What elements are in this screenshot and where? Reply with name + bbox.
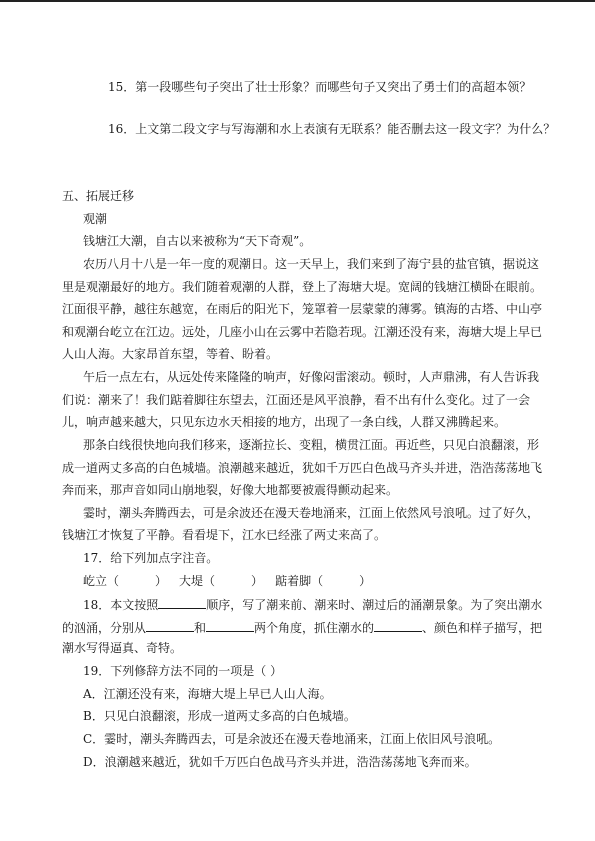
passage-line: 奔而来，那声音如同山崩地裂，好像大地都要被震得颤动起来。 bbox=[62, 483, 399, 497]
passage-line: 们说：潮来了！我们踮着脚往东望去，江面还是风平浪静，看不出有什么变化。过了一会 bbox=[62, 393, 531, 407]
fill-blank[interactable] bbox=[146, 619, 194, 632]
pinyin-item-2: 大堤（ ） bbox=[179, 574, 264, 588]
passage-title: 观潮 bbox=[83, 212, 108, 226]
fill-blank[interactable] bbox=[374, 619, 422, 632]
question-17-items bbox=[83, 574, 371, 588]
passage-line: 午后一点左右，从远处传来隆隆的响声，好像闷雷滚动。顿时，人声鼎沸，有人告诉我 bbox=[83, 370, 540, 384]
passage-line: 人山人海。大家昂首东望，等着、盼着。 bbox=[62, 347, 279, 361]
option-c: C．霎时，潮头奔腾西去，可是余波还在漫天卷地涌来，江面上依旧风号浪吼。 bbox=[83, 732, 501, 746]
question-19-stem: 19．下列修辞方法不同的一项是（ ） bbox=[83, 664, 283, 678]
passage-line: 那条白线很快地向我们移来，逐渐拉长、变粗，横贯江面。再近些，只见白浪翻滚，形 bbox=[83, 438, 540, 452]
passage-paragraph-1: 钱塘江大潮，自古以来被称为“天下奇观”。 bbox=[83, 234, 312, 248]
passage-line: 霎时，潮头奔腾西去，可是余波还在漫天卷地涌来，江面上依然风号浪吼。过了好久， bbox=[83, 506, 540, 520]
question-18-line-2: 的汹涌，分别从 和 两个角度，抓住潮水的 、颜色和样子描写，把 bbox=[62, 621, 543, 635]
pinyin-item-1: 屹立（ ） bbox=[83, 574, 168, 588]
option-d: D．浪潮越来越近，犹如千万匹白色战马齐头并进，浩浩荡荡地飞奔而来。 bbox=[83, 755, 477, 769]
question-18-line-3: 潮水写得逼真、奇特。 bbox=[62, 641, 183, 655]
top-border bbox=[0, 0, 595, 2]
question-15: 15．第一段哪些句子突出了壮士形象？而哪些句子又突出了勇士们的高超本领？ bbox=[108, 80, 532, 94]
pinyin-item-3: 踮着脚（ ） bbox=[275, 574, 372, 588]
option-b: B．只见白浪翻滚，形成一道两丈多高的白色城墙。 bbox=[83, 709, 356, 723]
passage-line: 农历八月十八是一年一度的观潮日。这一天早上，我们来到了海宁县的盐官镇，据说这 bbox=[83, 257, 540, 271]
passage-line: 和观潮台屹立在江边。远处，几座小山在云雾中若隐若现。江潮还没有来，海塘大堤上早已 bbox=[62, 325, 543, 339]
question-16: 16．上文第二段文字与写海潮和水上表演有无联系？能否删去这一段文字？为什么？ bbox=[108, 122, 556, 136]
fill-blank[interactable] bbox=[206, 619, 254, 632]
fill-blank[interactable] bbox=[158, 596, 206, 609]
option-a: A．江潮还没有来，海塘大堤上早已人山人海。 bbox=[83, 687, 332, 701]
question-18-line-1: 18．本文按照 顺序，写了潮来前、潮来时、潮过后的涌潮景象。为了突出潮水 bbox=[83, 598, 543, 612]
passage-line: 钱塘江才恢复了平静。看看堤下，江水已经涨了两丈来高了。 bbox=[62, 528, 387, 542]
passage-line: 江面很平静，越往东越宽，在雨后的阳光下，笼罩着一层蒙蒙的薄雾。镇海的古塔、中山亭 bbox=[62, 302, 543, 316]
passage-line: 儿，响声越来越大，只见东边水天相接的地方，出现了一条白线，人群又沸腾起来。 bbox=[62, 415, 507, 429]
section-heading: 五、拓展迁移 bbox=[62, 189, 135, 203]
question-17-stem: 17．给下列加点字注音。 bbox=[83, 551, 219, 565]
passage-line: 成一道两丈多高的白色城墙。浪潮越来越近，犹如千万匹白色战马齐头并进，浩浩荡荡地飞 bbox=[62, 461, 543, 475]
passage-line: 里是观潮最好的地方。我们随着观潮的人群，登上了海塘大堤。宽阔的钱塘江横卧在眼前。 bbox=[62, 280, 543, 294]
